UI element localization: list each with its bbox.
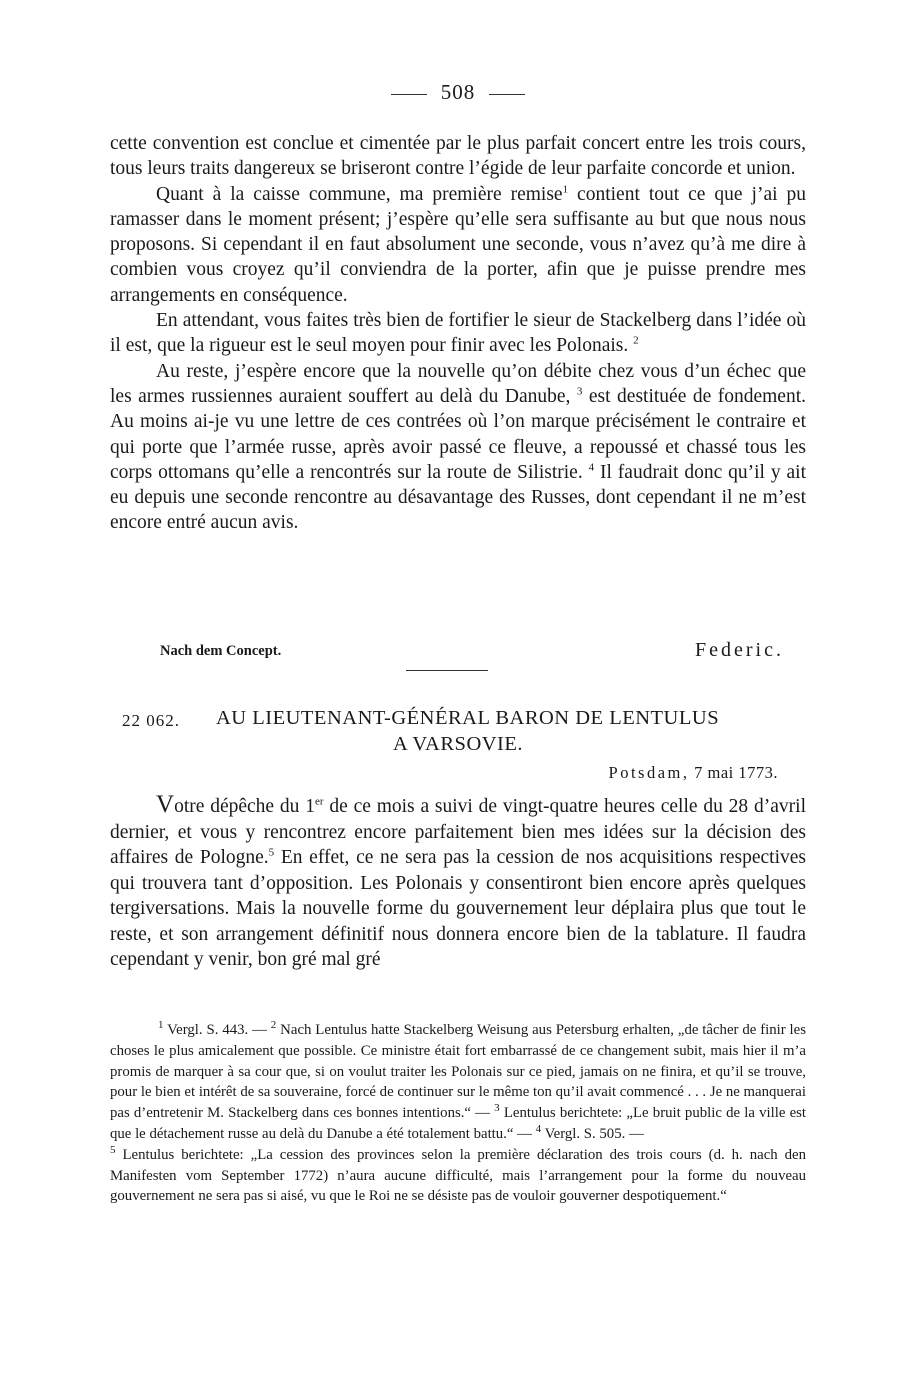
signature: Federic. — [695, 639, 784, 661]
page-number-dash-right — [489, 94, 525, 95]
page-number-dash-left — [391, 94, 427, 95]
paragraph-4-end: Il faudrait donc qu’il y ait eu depuis une seconde rencontre au désavantage des Russes, dont cependant il ne m’est encore entré aucun avis. — [110, 461, 806, 534]
footnote-2: Nach Lentulus hatte Stackelberg Weisung aus Petersburg erhalten, „de tâcher de finir les choses le plus amicalement que possible. Ce ministre était fort embarrassé de ce changement subit, mais hier il m’a promis de marquer à sa cour que, si on voulut traiter les Polonais sur ce pied, jamais on ne finira, et qu’il se trouve, pour le bien et intérêt de sa souveraine, forcé de continuer sur le même ton qu’il avait commencé . . . Je ne manquerai pas d’entretenir M. Stackelberg dans ces bonnes intentions.“ — — [110, 1022, 806, 1122]
paragraph-2-text: Quant à la caisse commune, ma première remise — [156, 183, 563, 205]
letter-text-b: de ce mois a suivi de vingt-quatre heures celle du 28 d’avril dernier, et vous y rencontrez encore parfaitement bien mes idées sur la décision des affaires de Pologne. — [110, 796, 806, 868]
footnotes — [110, 1020, 806, 1207]
footnote-ref-3: 3 — [576, 385, 583, 398]
source-note: Nach dem Concept. — [160, 643, 282, 659]
dateline — [609, 763, 778, 783]
paragraph-2 — [110, 182, 806, 308]
heading-line-2: A VARSOVIE. — [392, 733, 524, 755]
footnote-ref-2: 2 — [633, 334, 639, 347]
heading-line-1: AU LIEUTENANT-GÉNÉRAL BARON DE LENTULUS — [216, 707, 720, 729]
footnote-mark-5: 5 — [110, 1143, 116, 1156]
paragraph-1: cette convention est conclue et cimentée par le plus parfait concert entre les trois cours, tous leurs traits dangereux se briseront contre l’égide de leur parfaite concorde et union. — [110, 133, 806, 180]
footnote-4: Vergl. S. 505. — — [541, 1125, 644, 1142]
footnote-mark-3: 3 — [494, 1102, 500, 1115]
footnote-mark-4: 4 — [535, 1123, 542, 1136]
letter-number: 22 062. — [122, 711, 180, 730]
footnote-5: Lentulus berichtete: „La cession des provinces selon la première déclaration des trois cours (d. h. nach den Manifesten vom September 1772) n’aura aucune difficulté, mais l’arrangement pour la forme du nouveau gouvernement ne sera pas si aisé, vu que le Roi ne se désiste pas de vouloir gouverner despotiquement.“ — [110, 1146, 806, 1205]
letter-text-c: En effet, ce ne sera pas la cession de nos acquisitions respectives qui trouvera tant d’opposition. Les Polonais y consentiront bien encore après quelques tergiversations. Mais la nouvelle forme du gouvernement leur déplaira plus que tout le reste, et son arrangement définitif nous donnera encore bien de la tablature. Il faudra cependant y venir, bon gré mal gré — [110, 847, 806, 970]
section-divider — [406, 670, 488, 671]
footnote-ref-4: 4 — [588, 461, 595, 474]
page-number — [110, 80, 806, 105]
paragraph-4-text: Au reste, j’espère encore que la nouvelle qu’on débite chez vous d’un échec que les armes russiennes auraient souffert au delà du Danube, — [110, 360, 806, 407]
page-number-text: 508 — [440, 80, 476, 104]
footnote-mark-2: 2 — [270, 1019, 277, 1032]
letter-paragraph — [110, 792, 806, 973]
letter-body — [110, 792, 806, 973]
footnote-ref-5: 5 — [268, 846, 275, 859]
dateline-date: 7 mai 1773. — [694, 763, 778, 782]
footnote-mark-1: 1 — [158, 1019, 164, 1032]
superscript-er: er — [314, 795, 324, 808]
paragraph-3-text: En attendant, vous faites très bien de fortifier le sieur de Stackelberg dans l’idée où il est, que la rigueur est le seul moyen pour finir avec les Polonais. — [110, 310, 806, 357]
paragraph-4-rest: est destituée de fondement. Au moins ai-je vu une lettre de ces contrées où l’on marque précisément le contraire et qui porte que l’armée russe, après avoir passé ce fleuve, a repoussé et chassé tous les corps ottomans qu’elle a rencontrés sur la route de Silistrie. — [110, 385, 806, 483]
footnote-block — [110, 1020, 806, 1207]
letter-text-a: otre dépêche du 1 — [174, 796, 315, 817]
paragraph-4 — [110, 359, 806, 536]
footnote-3: Lentulus berichtete: „Le bruit public de la ville est que le détachement russe au delà du Danube a été totalement battu.“ — — [110, 1105, 807, 1142]
dateline-place: Potsdam, — [608, 763, 690, 782]
initial-letter: V — [156, 791, 175, 818]
letter-continuation — [110, 131, 806, 536]
paragraph-3 — [110, 308, 806, 359]
paragraph-2-rest: contient tout ce que j’ai pu ramasser dans le moment présent; j’espère qu’elle sera suffisante au but que nous nous proposons. Si cependant il en faut absolument une seconde, vous n’avez qu’à me dire à combien vous croyez qu’il conviendra de la porter, afin que je puisse prendre mes arrangements en conséquence. — [110, 183, 806, 306]
footnote-ref-1: 1 — [562, 183, 569, 196]
signature-line — [110, 639, 806, 665]
footnote-1: Vergl. S. 443. — — [163, 1022, 271, 1038]
